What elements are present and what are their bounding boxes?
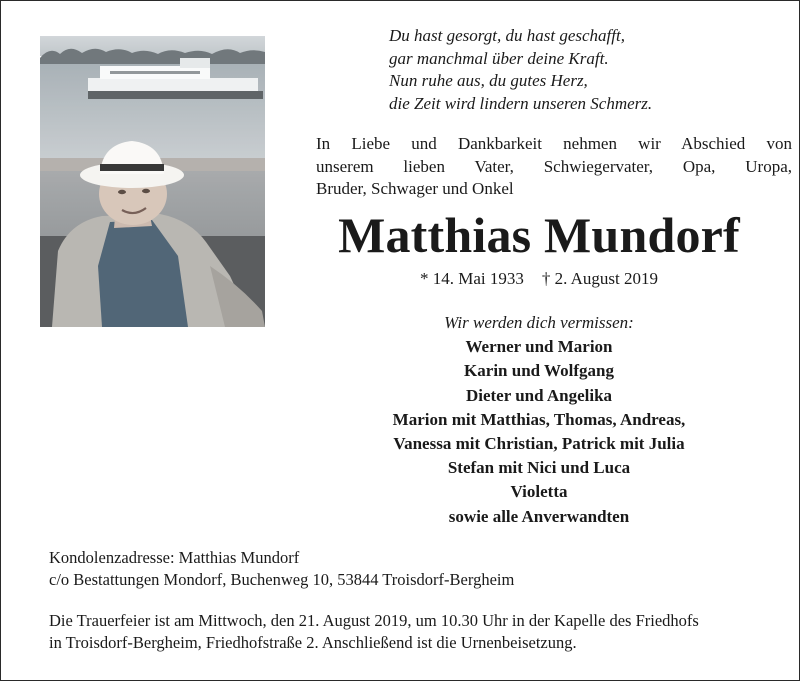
death-date: † 2. August 2019 [541,269,659,288]
mourner-name: Stefan mit Nici und Luca [447,458,631,478]
ceremony-line: Die Trauerfeier ist am Mittwoch, den 21. August 2019, um 10.30 Uhr in der Kapelle des Friedhofs [49,611,699,630]
portrait-photo [40,36,265,327]
poem-line: gar manchmal über deine Kraft. [389,48,609,68]
deceased-name: Matthias Mundorf [338,207,740,263]
intro-line: In Liebe und Dankbarkeit nehmen wir Abschied von [316,134,792,153]
poem-line: Nun ruhe aus, du gutes Herz, [389,71,588,90]
condolence-address [49,547,769,590]
mourner-name: sowie alle Anverwandten [448,506,630,526]
intro-text [316,133,792,201]
mourner-name: Karin und Wolfgang [464,361,614,381]
funeral-info [49,610,769,653]
mourner-name: Dieter und Angelika [465,385,613,405]
poem-line: Du hast gesorgt, du hast geschafft, [389,26,625,45]
poem [389,25,789,115]
poem-line: die Zeit wird lindern unseren Schmerz. [389,93,653,113]
ceremony-line: in Troisdorf-Bergheim, Friedhofstraße 2. Anschließend ist die Urnenbeisetzung. [49,632,577,652]
mourners-lead: Wir werden dich vermissen: [444,313,634,332]
mourners-list [301,311,777,529]
mourner-name: Vanessa mit Christian, Patrick mit Julia [393,434,685,454]
mourner-name: Violetta [510,482,568,502]
birth-date: * 14. Mai 1933 [419,269,524,288]
address-line: c/o Bestattungen Mondorf, Buchenweg 10, 53844 Troisdorf-Bergheim [49,569,515,589]
intro-line: unserem lieben Vater, Schwiegervater, Opa, Uropa, [316,156,792,176]
intro-line: Bruder, Schwager und Onkel [316,179,514,198]
address-line: Kondolenzadresse: Matthias Mundorf [49,548,300,567]
mourner-name: Werner und Marion [465,337,613,357]
life-dates [301,269,777,289]
mourner-name: Marion mit Matthias, Thomas, Andreas, [392,409,686,429]
